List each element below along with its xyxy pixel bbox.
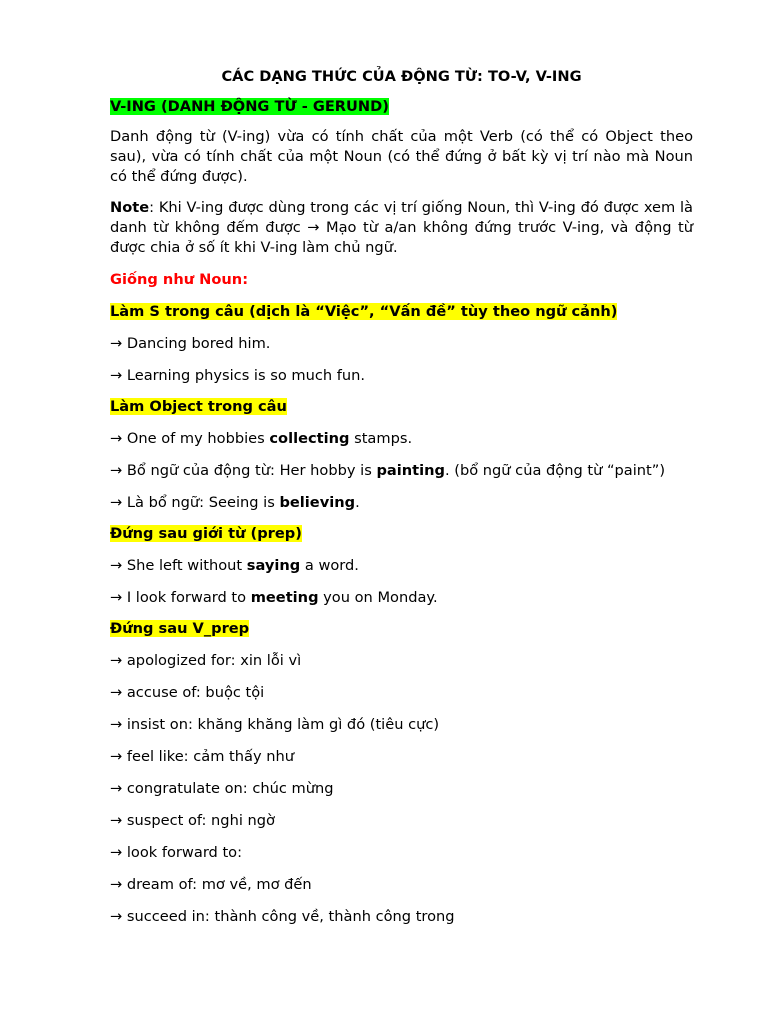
after-prep-example bbox=[110, 588, 693, 608]
note-paragraph bbox=[110, 198, 693, 258]
subject-example: → Dancing bored him. bbox=[110, 335, 271, 352]
subject-example: → Learning physics is so much fun. bbox=[110, 367, 366, 384]
example-text: → She left without bbox=[110, 557, 247, 574]
example-text: . (bổ ngữ của động từ “paint”) bbox=[444, 462, 666, 479]
example-text: → I look forward to bbox=[110, 589, 251, 606]
example-text: you on Monday. bbox=[318, 589, 438, 606]
example-text: a word. bbox=[300, 557, 359, 574]
object-example bbox=[110, 493, 693, 513]
example-text: → Bổ ngữ của động từ: Her hobby is bbox=[110, 462, 377, 479]
object-example bbox=[110, 429, 693, 449]
example-keyword: meeting bbox=[250, 589, 319, 606]
document-title: CÁC DẠNG THỨC CỦA ĐỘNG TỪ: TO-V, V-ING bbox=[221, 68, 582, 85]
note-text: : Khi V-ing được dùng trong các vị trí giống Noun, thì V-ing đó được xem là danh từ không đếm được → Mạo từ a/an không đứng trước V-ing, và động từ được chia ở số ít khi V-ing làm chủ ngữ. bbox=[110, 199, 693, 256]
vprep-item: → apologized for: xin lỗi vì bbox=[110, 652, 302, 669]
subject-heading bbox=[110, 302, 693, 322]
vprep-item: → insist on: khăng khăng làm gì đó (tiêu cực) bbox=[110, 716, 440, 733]
vprep-item: → congratulate on: chúc mừng bbox=[110, 780, 334, 797]
vprep-item: → feel like: cảm thấy như bbox=[110, 748, 294, 765]
note-label: Note bbox=[110, 199, 150, 216]
vprep-item: → accuse of: buộc tội bbox=[110, 684, 265, 701]
document-page bbox=[110, 67, 693, 927]
after-prep-heading-text: Đứng sau giới từ (prep) bbox=[110, 525, 302, 542]
example-text: → Là bổ ngữ: Seeing is bbox=[110, 494, 280, 511]
section-heading-text: V-ING (DANH ĐỘNG TỪ - GERUND) bbox=[110, 98, 389, 115]
example-text: → One of my hobbies bbox=[110, 430, 270, 447]
after-vprep-heading bbox=[110, 619, 693, 639]
after-vprep-heading-text: Đứng sau V_prep bbox=[110, 620, 250, 637]
section-heading bbox=[110, 97, 693, 117]
after-prep-example bbox=[110, 556, 693, 576]
vprep-item: → succeed in: thành công về, thành công trong bbox=[110, 908, 455, 925]
vprep-item: → dream of: mơ về, mơ đến bbox=[110, 876, 312, 893]
example-keyword: collecting bbox=[269, 430, 350, 447]
example-text: . bbox=[355, 494, 360, 511]
like-noun-heading: Giống như Noun: bbox=[110, 271, 249, 288]
after-prep-heading bbox=[110, 524, 693, 544]
vprep-item: → suspect of: nghi ngờ bbox=[110, 812, 275, 829]
object-heading-text: Làm Object trong câu bbox=[110, 398, 287, 415]
subject-heading-text: Làm S trong câu (dịch là “Việc”, “Vấn đề” tùy theo ngữ cảnh) bbox=[110, 303, 618, 320]
example-keyword: painting bbox=[376, 462, 445, 479]
example-keyword: saying bbox=[246, 557, 301, 574]
object-heading bbox=[110, 397, 693, 417]
example-text: stamps. bbox=[349, 430, 413, 447]
intro-paragraph: Danh động từ (V-ing) vừa có tính chất của một Verb (có thể có Object theo sau), vừa có tính chất của một Noun (có thể đứng ở bất kỳ vị trí nào mà Noun có thể đứng được). bbox=[110, 128, 693, 185]
object-example bbox=[110, 461, 693, 481]
example-keyword: believing bbox=[279, 494, 356, 511]
vprep-item: → look forward to: bbox=[110, 844, 243, 861]
